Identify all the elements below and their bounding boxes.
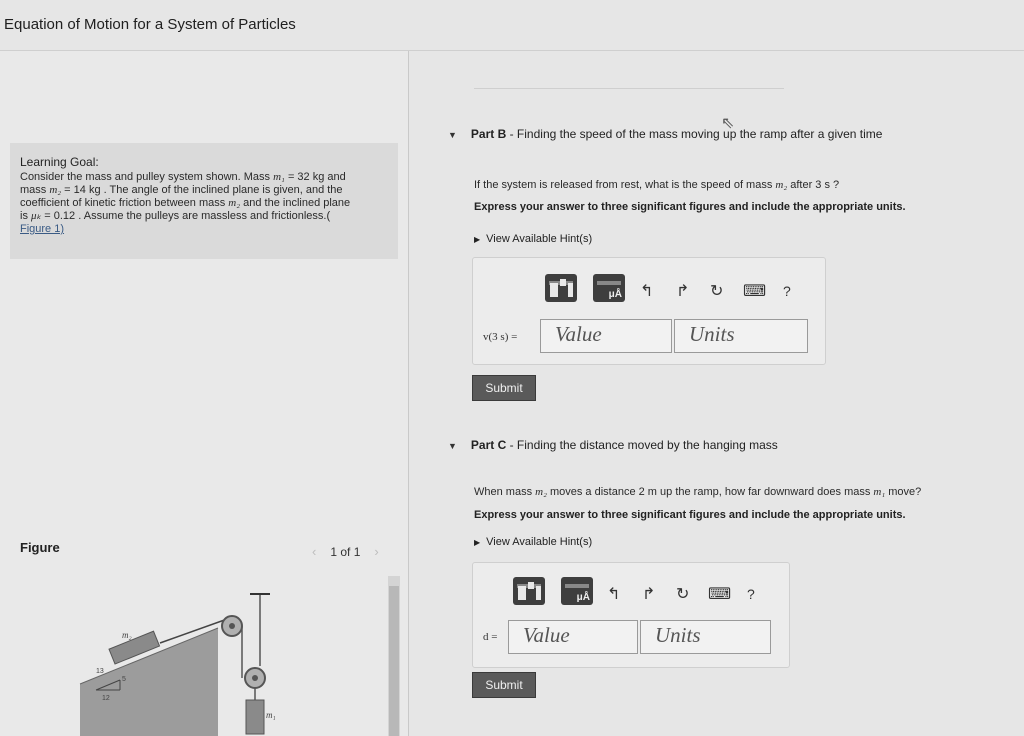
section-divider <box>474 88 784 89</box>
svg-text:12: 12 <box>102 695 110 702</box>
part-c-header[interactable]: ▼ Part C - Finding the distance moved by the hanging mass <box>448 438 778 452</box>
pager-count: 1 of 1 <box>330 544 361 559</box>
part-c-hints-toggle[interactable]: ▶ View Available Hint(s) <box>474 536 593 548</box>
part-c-equation-label: d = <box>483 631 498 643</box>
collapse-caret-icon[interactable]: ▼ <box>448 130 457 140</box>
reset-icon[interactable]: ↻ <box>710 283 724 300</box>
part-b-units-input[interactable]: Units <box>674 319 808 353</box>
part-c-instruction: Express your answer to three significant figures and include the appropriate units. <box>474 509 906 521</box>
redo-icon[interactable]: ↱ <box>642 586 656 603</box>
part-b-header[interactable]: ▼ Part B - Finding the speed of the mass moving up the ramp after a given time <box>448 127 883 141</box>
learning-goal-text: Consider the mass and pulley system shown. Mass m₁ = 32 kg and mass m₂ = 14 kg . The angle of the inclined plane is given, and the coefficient of kinetic friction between mass m₂ and the inclined plane is μₖ = 0.12 . Assume the pulleys are massless and frictionless.( Figure 1) <box>20 171 351 235</box>
part-c-submit-button[interactable]: Submit <box>472 672 536 698</box>
undo-icon[interactable]: ↰ <box>640 283 654 300</box>
keyboard-icon[interactable]: ⌨ <box>743 283 767 300</box>
mass-m1-block <box>246 700 264 734</box>
figure-link[interactable]: Figure 1) <box>20 223 65 235</box>
reset-icon[interactable]: ↻ <box>676 586 690 603</box>
svg-text:m₂: m₂ <box>122 630 132 640</box>
part-b-equation-label: v(3 s) = <box>483 331 518 343</box>
redo-icon[interactable]: ↱ <box>676 283 690 300</box>
part-b-hints-toggle[interactable]: ▶ View Available Hint(s) <box>474 233 593 245</box>
part-b-value-input[interactable]: Value <box>540 319 672 353</box>
svg-text:13: 13 <box>96 668 104 675</box>
part-c-value-input[interactable]: Value <box>508 620 638 654</box>
part-b-instruction: Express your answer to three significant figures and include the appropriate units. <box>474 201 906 213</box>
undo-icon[interactable]: ↰ <box>607 586 621 603</box>
expand-triangle-icon: ▶ <box>474 538 481 547</box>
page-title: Equation of Motion for a System of Particles <box>4 16 296 33</box>
help-icon[interactable]: ? <box>783 283 791 299</box>
cursor-icon: ⇖ <box>721 115 735 132</box>
collapse-caret-icon[interactable]: ▼ <box>448 441 457 451</box>
pulley-system-figure <box>60 578 380 736</box>
svg-text:5: 5 <box>122 676 126 683</box>
figure-heading: Figure <box>20 540 60 555</box>
expand-triangle-icon: ▶ <box>474 235 481 244</box>
units-icon[interactable]: μÅ <box>593 274 625 302</box>
figure-scroll-thumb[interactable] <box>389 586 399 736</box>
templates-icon[interactable] <box>513 577 545 605</box>
help-icon[interactable]: ? <box>747 586 755 602</box>
part-c-units-input[interactable]: Units <box>640 620 771 654</box>
part-c-question: When mass m₂ moves a distance 2 m up the ramp, how far downward does mass m₁ move? <box>474 486 922 498</box>
pager-next-button[interactable]: › <box>374 544 379 559</box>
templates-icon[interactable] <box>545 274 577 302</box>
learning-goal-heading: Learning Goal: <box>20 155 99 169</box>
svg-text:m₁: m₁ <box>266 710 276 720</box>
keyboard-icon[interactable]: ⌨ <box>708 586 732 603</box>
figure-pager <box>312 544 379 559</box>
units-icon[interactable]: μÅ <box>561 577 593 605</box>
part-b-question: If the system is released from rest, what is the speed of mass m₂ after 3 s ? <box>474 179 840 191</box>
part-b-submit-button[interactable]: Submit <box>472 375 536 401</box>
pager-prev-button[interactable]: ‹ <box>312 544 317 559</box>
